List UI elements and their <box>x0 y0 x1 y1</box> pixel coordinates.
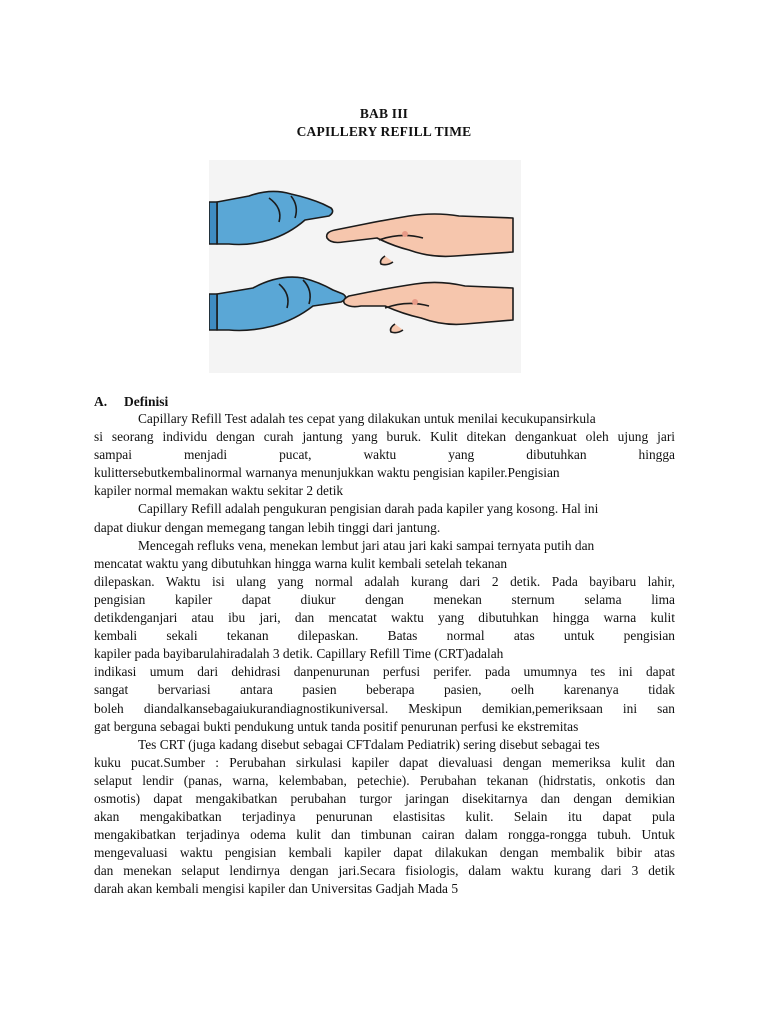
text-line: kembali sekali tekanan dilepaskan. Batas normal atas untuk pengisian <box>94 628 675 644</box>
text-line: selaput lendir (panas, warna, kelembaban, petechie). Perubahan tekanan (hidrstatis, onkotis dan <box>94 772 675 788</box>
capillary-refill-illustration <box>209 160 521 373</box>
text-line: detikdenganjari atau ibu jari, dan mencatat waktu yang dibutuhkan hingga warna kulit <box>94 610 675 626</box>
text-line: gat berguna sebagai bukti pendukung untuk tanda positif penurunan perfusi ke ekstremitas <box>94 718 579 734</box>
text-line: mencatat waktu yang dibutuhkan hingga warna kulit kembali setelah tekanan <box>94 555 508 571</box>
text-line: indikasi umum dari dehidrasi danpenurunan perfusi perifer. pada umumnya tes ini dapat <box>94 664 675 680</box>
text-line: akan mengakibatkan terjadinya penurunan elastisitas kulit. Selain itu dapat pula <box>94 809 675 825</box>
text-line: osmotis) dapat mengakibatkan perubahan turgor jaringan disekitarnya dan dengan demikian <box>94 790 675 806</box>
text-line: dilepaskan. Waktu isi ulang yang normal adalah kurang dari 2 detik. Pada bayibaru lahir, <box>94 573 675 589</box>
text-line: pengisian kapiler dapat diukur dengan menekan sternum selama lima <box>94 591 675 607</box>
text-line: mengevaluasi waktu pengisian kembali kapiler dapat dilakukan dengan membalik bibir atas <box>94 845 675 861</box>
hands-pressing-fingertip-image <box>209 160 521 373</box>
text-line: Capillary Refill adalah pengukuran pengisian darah pada kapiler yang kosong. Hal ini <box>138 501 599 517</box>
text-line: Tes CRT (juga kadang disebut sebagai CFTdalam Pediatrik) sering disebut sebagai tes <box>138 736 600 752</box>
text-line: sangat bervariasi antara pasien beberapa pasien, oelh karenanya tidak <box>94 682 675 698</box>
text-line: sampai menjadi pucat, waktu yang dibutuhkan hingga <box>94 447 675 463</box>
text-line: kapiler normal memakan waktu sekitar 2 detik <box>94 483 344 499</box>
text-line: Mencegah refluks vena, menekan lembut jari atau jari kaki sampai ternyata putih dan <box>138 537 595 553</box>
text-line: kulittersebutkembalinormal warnanya menunjukkan waktu pengisian kapiler.Pengisian <box>94 465 560 481</box>
section-title-text: Definisi <box>124 394 169 409</box>
text-line: si seorang individu dengan curah jantung yang buruk. Kulit ditekan dengankuat oleh ujung jari <box>94 429 675 445</box>
text-line: kapiler pada bayibarulahiradalah 3 detik. Capillary Refill Time (CRT)adalah <box>94 646 504 662</box>
section-letter: A. <box>94 394 108 409</box>
text-line: kuku pucat.Sumber : Perubahan sirkulasi kapiler dapat dievaluasi dengan memeriksa kulit dan <box>94 754 675 770</box>
chapter-title: CAPILLERY REFILL TIME <box>296 124 472 139</box>
section-heading <box>94 394 168 410</box>
body-text <box>94 410 675 899</box>
text-line: Capillary Refill Test adalah tes cepat yang dilakukan untuk menilai kecukupansirkula <box>138 411 596 426</box>
text-line: mengakibatkan terjadinya odema kulit dan timbunan cairan dalam rongga-rongga tubuh. Untuk <box>94 827 675 843</box>
text-line: darah akan kembali mengisi kapiler dan Universitas Gadjah Mada 5 <box>94 881 459 897</box>
chapter-heading: BAB III <box>359 106 409 121</box>
text-line: dan menekan selaput lendirnya dengan jari.Secara fisiologis, dalam waktu kurang dari 3 detik <box>94 863 675 879</box>
text-line: dapat diukur dengan memegang tangan lebih tinggi dari jantung. <box>94 519 441 535</box>
text-line: boleh diandalkansebagaiukurandiagnostikuniversal. Meskipun demikian,pemeriksaan ini san <box>94 700 675 716</box>
